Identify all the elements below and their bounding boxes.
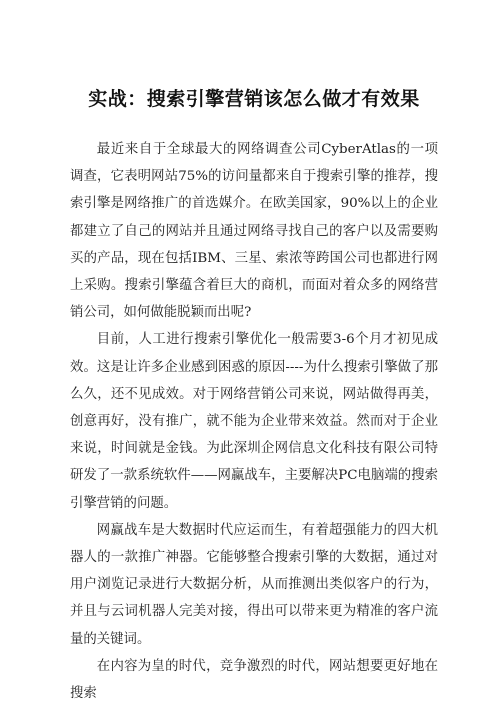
paragraph-3: 网赢战车是大数据时代应运而生，有着超强能力的四大机器人的一款推广神器。它能够整合搜索引擎的大数据，通过对用户浏览记录进行大数据分析，从而推测出类似客户的行为，并且与云词机器人完美对接，得出可以带来更为精准的客户流量的关键词。 xyxy=(70,522,438,647)
paragraph-2: 目前，人工进行搜索引擎优化一般需要3-6个月才初见成效。这是让许多企业感到困惑的原因----为什么搜索引擎做了那么久，还不见成效。对于网络营销公司来说，网站做得再美，创意再好，没有推广，就不能为企业带来效益。然而对于企业来说，时间就是金钱。为此深圳企网信息文化科技有限公司特研发了一款系统软件——网赢战车，主要解决PC电脑端的搜索引擎营销的问题。 xyxy=(70,332,438,511)
paragraph-1: 最近来自于全球最大的网络调查公司CyberAtlas的一项调查，它表明网站75%的访问量都来自于搜索引擎的推荐，搜索引擎是网络推广的首选媒介。在欧美国家，90%以上的企业都建立了自己的网站并且通过网络寻找自己的客户以及需要购买的产品，现在包括IBM、三星、索浓等跨国公司也都进行网上采购。搜索引擎蕴含着巨大的商机，而面对着众多的网络营销公司，如何做能脱颖而出呢? xyxy=(70,142,438,321)
paragraph-4: 在内容为皇的时代，竞争激烈的时代，网站想要更好地在搜索 xyxy=(70,658,438,702)
document-title: 实战：搜索引擎营销该怎么做才有效果 xyxy=(88,88,420,110)
